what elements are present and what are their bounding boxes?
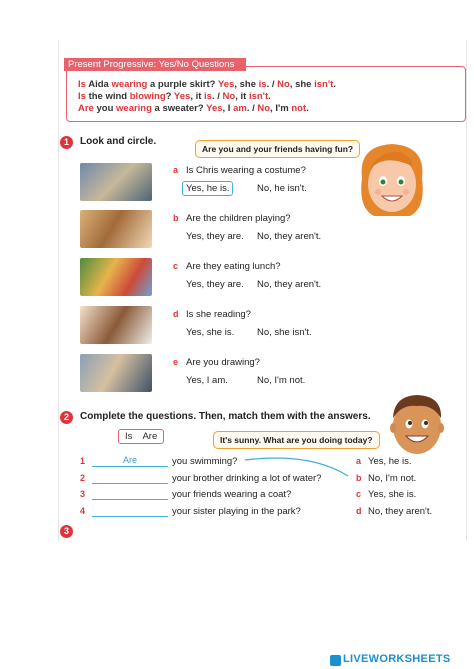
grammar-segment: Aida <box>85 79 112 90</box>
grammar-segment: isn't <box>248 91 269 102</box>
answer-option-no[interactable]: No, I'm not. <box>257 375 306 386</box>
section-2-number: 2 <box>60 411 73 424</box>
grammar-segment: you <box>93 103 117 114</box>
grammar-segment: a purple skirt? <box>147 79 218 90</box>
answer-blank[interactable] <box>92 505 168 517</box>
item-letter: c <box>173 261 179 271</box>
photo-a <box>80 163 152 201</box>
liveworksheets-logo-icon <box>330 655 341 666</box>
grammar-segment: Is <box>78 79 86 90</box>
grammar-segment: Are <box>78 103 94 114</box>
row-question: your friends wearing a coat? <box>172 489 292 500</box>
girl-illustration <box>352 138 432 228</box>
word-are: Are <box>142 431 158 442</box>
match-letter: d <box>356 506 362 516</box>
item-letter: e <box>173 357 179 367</box>
item-letter: b <box>173 213 179 223</box>
grammar-segment: is <box>204 91 212 102</box>
item-letter: a <box>173 165 179 175</box>
grammar-segment: wearing <box>111 79 148 90</box>
photo-e <box>80 354 152 392</box>
grammar-segment: isn't <box>314 79 334 90</box>
row-number: 2 <box>80 473 86 483</box>
match-letter: c <box>356 489 362 499</box>
photo-c <box>80 258 152 296</box>
row-question: your sister playing in the park? <box>172 506 301 517</box>
item-question: Are you drawing? <box>186 357 260 368</box>
grammar-segment: the wind <box>85 91 130 102</box>
grammar-segment: , I <box>222 103 234 114</box>
grammar-segment: . <box>333 79 336 90</box>
grammar-segment: am <box>233 103 247 114</box>
answer-blank[interactable] <box>92 472 168 484</box>
grammar-line-2 <box>78 91 271 102</box>
row-question: you swimming? <box>172 456 238 467</box>
match-answer[interactable]: Yes, he is. <box>368 456 412 467</box>
word-is: Is <box>125 431 133 442</box>
grammar-segment: . / <box>211 91 223 102</box>
grammar-line-3 <box>78 103 309 114</box>
grammar-segment: Yes <box>206 103 223 114</box>
grammar-segment: Is <box>78 91 86 102</box>
item-question: Is she reading? <box>186 309 251 320</box>
answer-option-yes[interactable]: Yes, they are. <box>186 231 244 242</box>
section-2-heading: Complete the questions. Then, match them with the answers. <box>80 411 371 422</box>
item-question: Are the children playing? <box>186 213 291 224</box>
answer-option-no[interactable]: No, she isn't. <box>257 327 312 338</box>
grammar-segment: , I'm <box>270 103 292 114</box>
grammar-segment: , it <box>190 91 205 102</box>
boy-illustration <box>384 386 450 462</box>
section-3-number: 3 <box>60 525 73 538</box>
grammar-segment: , it <box>235 91 249 102</box>
speech-bubble-2: It's sunny. What are you doing today? <box>213 431 380 449</box>
match-answer[interactable]: No, I'm not. <box>368 473 417 484</box>
row-number: 1 <box>80 456 86 466</box>
grammar-title: Present Progressive: Yes/No Questions <box>64 58 246 71</box>
item-question: Is Chris wearing a costume? <box>186 165 306 176</box>
grammar-segment: No <box>277 79 290 90</box>
grammar-segment: . <box>268 91 271 102</box>
grammar-line-1 <box>78 79 336 90</box>
grammar-segment: . <box>306 103 309 114</box>
grammar-segment: a sweater? <box>151 103 207 114</box>
grammar-segment: Yes <box>173 91 191 102</box>
grammar-segment: is <box>258 79 267 90</box>
photo-b <box>80 210 152 248</box>
grammar-segment: No <box>222 91 236 102</box>
page-edge-left <box>58 40 59 540</box>
answer-option-no[interactable]: No, they aren't. <box>257 231 322 242</box>
grammar-segment: . / <box>266 79 278 90</box>
answer-option-no[interactable]: No, he isn't. <box>257 183 307 194</box>
grammar-segment: , she <box>289 79 315 90</box>
grammar-segment: ? <box>165 91 174 102</box>
match-answer[interactable]: No, they aren't. <box>368 506 433 517</box>
match-letter: b <box>356 473 362 483</box>
footer-brand[interactable]: LIVEWORKSHEETS <box>343 653 451 665</box>
row-question: your brother drinking a lot of water? <box>172 473 322 484</box>
page-edge-right <box>466 40 467 540</box>
grammar-segment: . / <box>246 103 258 114</box>
section-1-heading: Look and circle. <box>80 136 157 147</box>
item-question: Are they eating lunch? <box>186 261 281 272</box>
answer-option-no[interactable]: No, they aren't. <box>257 279 322 290</box>
word-box <box>118 429 164 444</box>
match-answer[interactable]: Yes, she is. <box>368 489 417 500</box>
answer-option-yes[interactable]: Yes, they are. <box>186 279 244 290</box>
grammar-segment: No <box>257 103 271 114</box>
row-number: 4 <box>80 506 86 516</box>
answer-option-yes[interactable]: Yes, I am. <box>186 375 228 386</box>
grammar-segment: not <box>291 103 307 114</box>
answer-option-yes[interactable]: Yes, he is. <box>182 181 233 196</box>
answer-blank[interactable]: Are <box>92 455 168 467</box>
match-letter: a <box>356 456 362 466</box>
row-number: 3 <box>80 489 86 499</box>
answer-option-yes[interactable]: Yes, she is. <box>186 327 235 338</box>
grammar-segment: Yes <box>217 79 235 90</box>
grammar-segment: wearing <box>116 103 152 114</box>
photo-d <box>80 306 152 344</box>
section-1-number: 1 <box>60 136 73 149</box>
grammar-segment: blowing <box>129 91 166 102</box>
grammar-segment: , she <box>234 79 259 90</box>
speech-bubble-1: Are you and your friends having fun? <box>195 140 360 158</box>
item-letter: d <box>173 309 179 319</box>
answer-blank[interactable] <box>92 488 168 500</box>
